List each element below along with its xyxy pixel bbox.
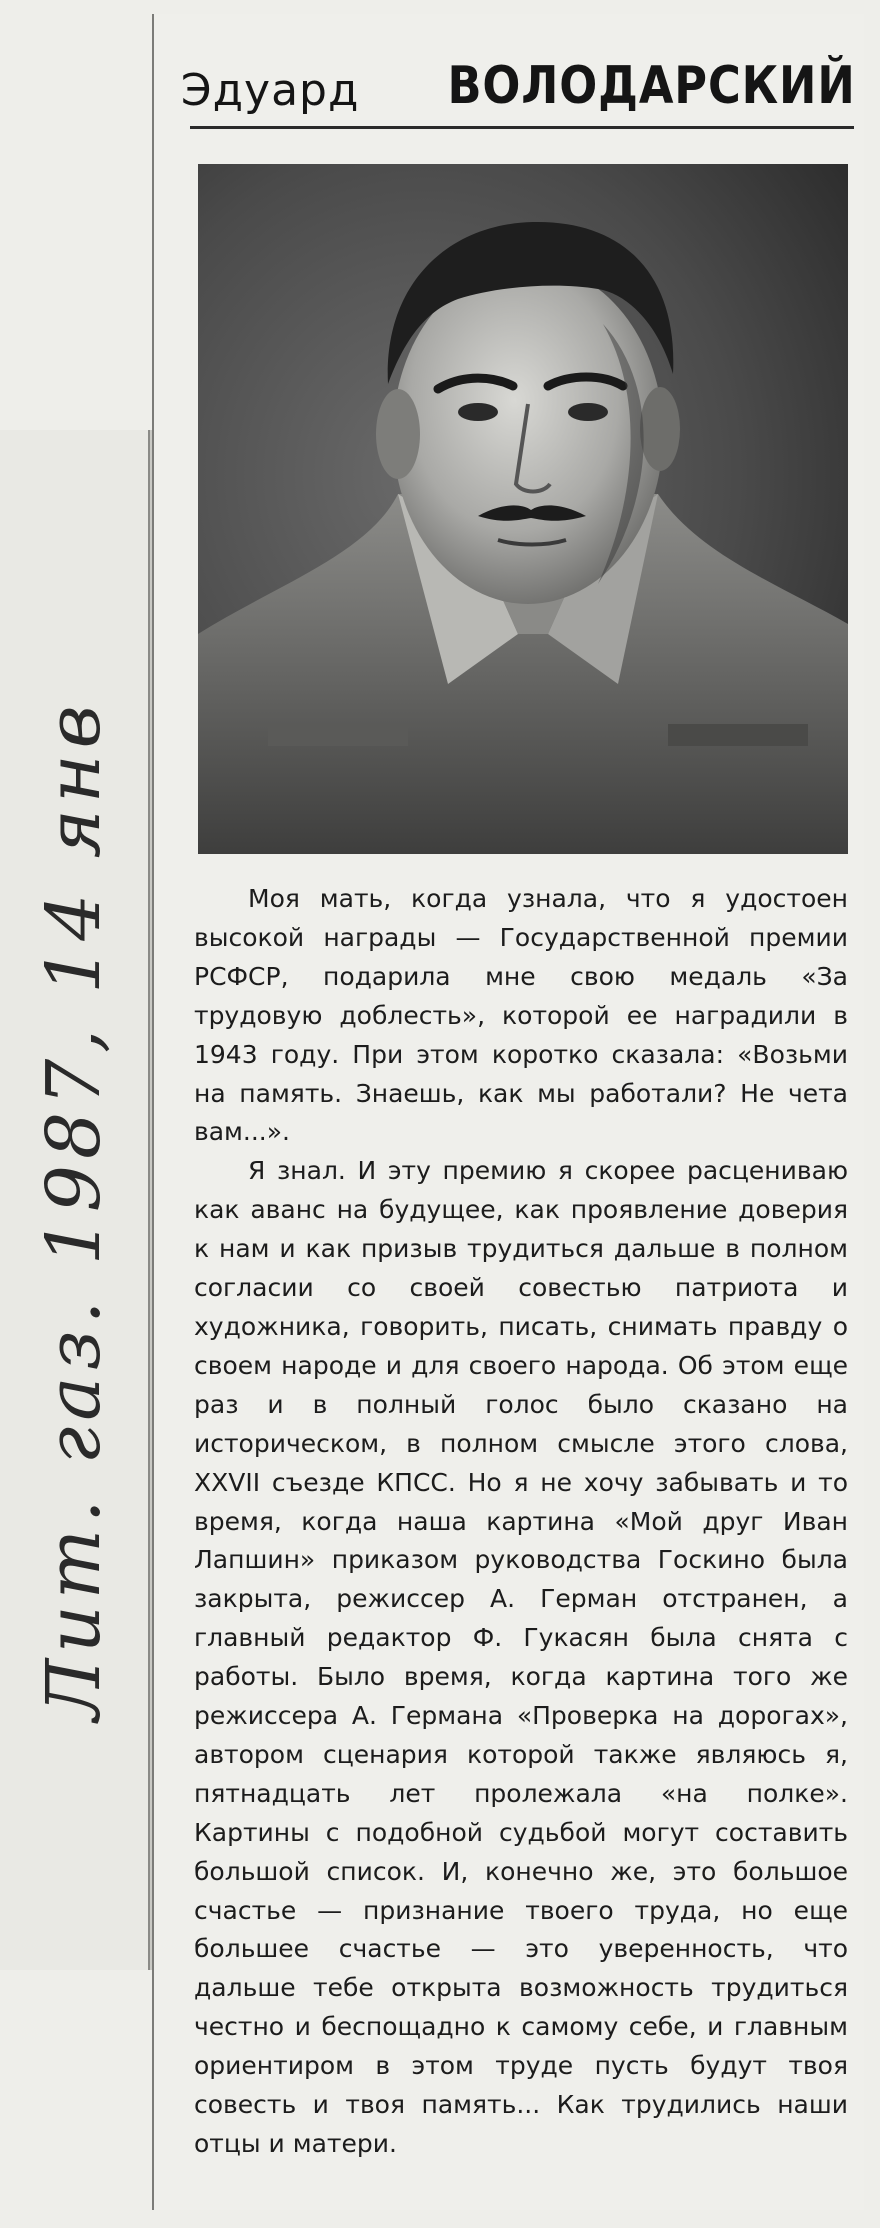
headline-rule — [190, 126, 854, 129]
author-first-name: Эдуард — [180, 65, 360, 116]
article-paragraph: Моя мать, когда узнала, что я удостоен высокой награды — Государственной премии РСФСР, подарила мне свою медаль «За трудовую доблесть», которой ее наградили в 1943 году. При этом коротко сказала: «Возьми на память. Знаешь, как мы работали? Не чета вам...». — [194, 884, 848, 1147]
article-body — [194, 880, 848, 2164]
portrait-photo — [198, 164, 848, 854]
article-paragraph: Я знал. И эту премию я скорее расцениваю как аванс на будущее, как проявление доверия к нам и как призыв трудиться дальше в полном согласии со своей совестью патриота и художника, говорить, писать, снимать правду о своем народе и для своего народа. Об этом еще раз и в полный голос было сказано на историческом, в полном смысле этого слова, XXVII съезде КПСС. Но я не хочу забывать и то время, когда наша картина «Мой друг Иван Лапшин» приказом руководства Госкино была закрыта, режиссер А. Герман отстранен, а главный редактор Ф. Гукасян была снята с работы. Было время, когда картина того же режиссера А. Германа «Проверка на дорогах», автором сценария которой также являюсь я, пятнадцать лет пролежала «на полке». Картины с подобной судьбой могут составить большой список. И, конечно же, это большое счастье — признание твоего труда, но еще большее счастье — это уверенность, что дальше тебе открыта возможность трудиться честно и беспощадно к самому себе, и главным ориентиром в этом труде пусть будут твоя совесть и твоя память... Как трудились наши отцы и матери. — [194, 1156, 848, 2158]
handwritten-annotation: Лит. газ. 1987, 14 янв — [31, 699, 117, 1721]
article-headline — [180, 36, 856, 116]
author-last-name: ВОЛОДАРСКИЙ — [447, 56, 856, 116]
newspaper-clipping — [152, 14, 864, 2210]
